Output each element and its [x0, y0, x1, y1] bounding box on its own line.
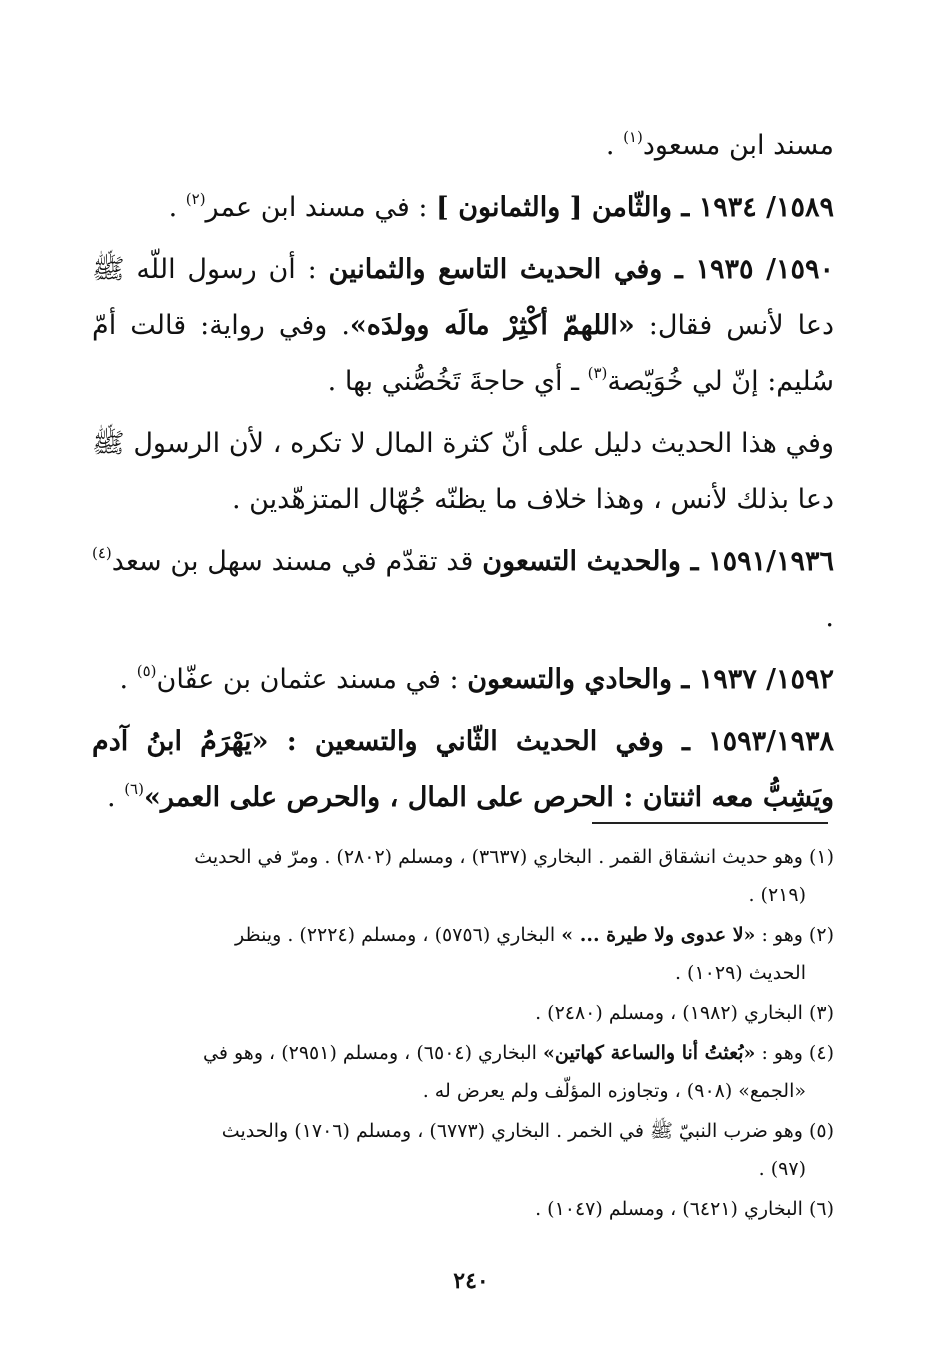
footnote-continuation: (٩٧) .: [758, 1158, 806, 1180]
footnote-5: [92, 1112, 834, 1188]
footnote-text: (٦) البخاري (٦٤٢١) ، ومسلم (١٠٤٧) .: [535, 1198, 834, 1220]
paragraph-3: [92, 242, 834, 410]
quote: «اللهمّ أكْثِرْ مالَه وولدَه»: [349, 310, 635, 341]
text: .: [168, 192, 178, 223]
footnote-ref[interactable]: (٣): [587, 364, 608, 382]
footnote-ref[interactable]: (١): [623, 128, 643, 146]
footnote-text: (٢) وهو :: [755, 924, 834, 946]
text: ـ أي حاجةَ تَخُصُّني بها .: [327, 366, 588, 397]
main-text: [92, 118, 834, 826]
paragraph-5: [92, 534, 834, 646]
footnote-ref[interactable]: (٢): [185, 190, 206, 208]
page-number: ٢٤٠: [453, 1268, 489, 1294]
text: : في مسند ابن عمر: [205, 192, 437, 223]
footnote-6: [92, 1190, 834, 1228]
footnote-text: البخاري (٦٥٠٤) ، ومسلم (٢٩٥١) ، وهو في: [203, 1042, 544, 1064]
hadith-number: ١٥٨٩/ ١٩٣٤ ـ والثّامن [ والثمانون ]: [436, 192, 834, 223]
footnote-text: البخاري (٥٧٥٦) ، ومسلم (٢٢٢٤) . وينظر: [235, 924, 562, 946]
text: .: [605, 130, 615, 161]
footnote-1: [92, 838, 834, 914]
footnote-ref[interactable]: (٥): [136, 662, 157, 680]
hadith-number: ١٥٩٢/ ١٩٣٧ ـ والحادي والتسعون: [467, 664, 834, 695]
footnote-continuation: «الجمع» (٩٠٨) ، وتجاوزه المؤلّف ولم يعرض له .: [422, 1080, 806, 1102]
text: .: [119, 664, 129, 695]
footnote-divider: [592, 822, 828, 824]
footnote-text: (٤) وهو :: [755, 1042, 834, 1064]
footnote-ref[interactable]: (٦): [124, 780, 144, 798]
hadith-number: ١٥٩٣/١٩٣٨ ـ وفي الحديث الثّاني والتسعين : «يَهْرَمُ ابنُ آدم ويَشِبُّ معه اثنتان : الحرص على المال ، والحرص على العمر»: [92, 726, 834, 813]
footnote-continuation: الحديث (١٠٢٩) .: [674, 962, 806, 984]
text: : أن رسول اللّه ﷺ دعا لأنس فقال:: [92, 254, 834, 341]
paragraph-4: [92, 416, 834, 528]
footnote-continuation: (٢١٩) .: [748, 884, 806, 906]
footnote-text: (٣) البخاري (١٩٨٢) ، ومسلم (٢٤٨٠) .: [535, 1002, 834, 1024]
footnote-2: [92, 916, 834, 992]
footnote-4: [92, 1034, 834, 1110]
text: وفي هذا الحديث دليل على أنّ كثرة المال لا تكره ، لأن الرسول ﷺ دعا بذلك لأنس ، وهذا خلاف ما يظنّه جُهّال المتزهّدين .: [92, 428, 834, 515]
paragraph-2: [92, 180, 834, 236]
footnote-quote: «بُعثتُ أنا والساعة كهاتين»: [543, 1042, 756, 1064]
footnote-text: (١) وهو حديث انشقاق القمر . البخاري (٣٦٣٧) ، ومسلم (٢٨٠٢) . ومرّ في الحديث: [194, 846, 834, 868]
text: . وفي رواية: قالت أمّ سُليم: إنّ لي خُوَيّصة: [92, 310, 834, 397]
hadith-number: ١٥٩١/١٩٣٦ ـ والحديث التسعون: [482, 546, 834, 577]
text: : في مسند عثمان بن عفّان: [156, 664, 468, 695]
text: .: [107, 782, 116, 813]
text: قد تقدّم في مسند سهل بن سعد: [111, 546, 483, 577]
text: .: [825, 602, 834, 633]
footnote-quote: «لا عدوى ولا طيرة ... »: [561, 924, 756, 946]
paragraph-6: [92, 652, 834, 708]
text: مسند ابن مسعود: [642, 130, 834, 161]
paragraph-1: [92, 118, 834, 174]
footnote-ref[interactable]: (٤): [92, 544, 112, 562]
footnote-3: [92, 994, 834, 1032]
paragraph-7: [92, 714, 834, 826]
hadith-number: ١٥٩٠/ ١٩٣٥ ـ وفي الحديث التاسع والثمانين: [328, 254, 835, 285]
footnotes: [92, 838, 834, 1230]
footnote-text: (٥) وهو ضرب النبيّ ﷺ في الخمر . البخاري (٦٧٧٣) ، ومسلم (١٧٠٦) والحديث: [221, 1120, 834, 1142]
